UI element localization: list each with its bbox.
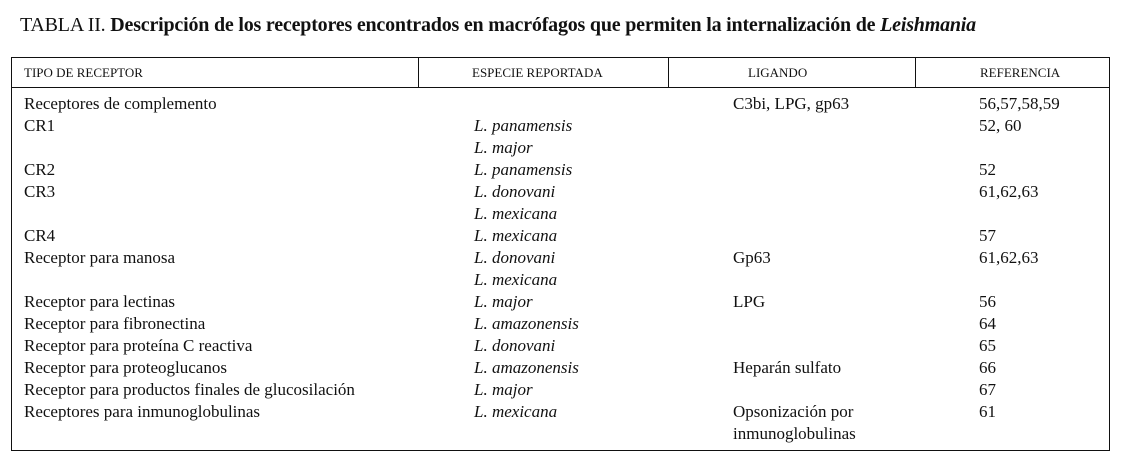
cell-ligand: Heparán sulfato: [733, 358, 842, 377]
cell-reference: 52: [979, 160, 996, 179]
header-divider: [668, 58, 669, 88]
table-number: TABLA II.: [20, 14, 106, 36]
receptor-table: [11, 57, 1110, 451]
cell-species: L. panamensis: [474, 116, 573, 135]
cell-receptor-type: CR2: [24, 160, 56, 179]
cell-reference: 64: [979, 314, 996, 333]
table-header-row: [12, 58, 1109, 88]
cell-reference: 56,57,58,59: [979, 94, 1060, 113]
cell-reference: 56: [979, 292, 996, 311]
cell-reference: 66: [979, 358, 996, 377]
table-description: Descripción de los receptores encontrados en macrófagos que permiten la internalización de: [110, 14, 876, 36]
cell-species: L. major: [474, 138, 533, 157]
cell-receptor-type: Receptor para proteoglucanos: [24, 358, 227, 377]
cell-reference: 61,62,63: [979, 182, 1039, 201]
cell-ligand: Gp63: [733, 248, 771, 267]
cell-species: L. panamensis: [474, 160, 573, 179]
cell-receptor-type: CR4: [24, 226, 56, 245]
cell-receptor-type: CR3: [24, 182, 56, 201]
cell-reference: 52, 60: [979, 116, 1022, 135]
cell-species: L. amazonensis: [474, 358, 579, 377]
cell-species: L. major: [474, 292, 533, 311]
cell-species: L. donovani: [474, 248, 556, 267]
cell-species: L. mexicana: [474, 226, 558, 245]
cell-receptor-type: Receptor para productos finales de glucosilación: [24, 380, 355, 399]
cell-reference: 61,62,63: [979, 248, 1039, 267]
table-caption: [20, 12, 1110, 38]
cell-species: L. amazonensis: [474, 314, 579, 333]
cell-ligand: C3bi, LPG, gp63: [733, 94, 850, 113]
cell-species: L. mexicana: [474, 270, 558, 289]
cell-reference: 61: [979, 402, 996, 421]
cell-species: L. donovani: [474, 182, 556, 201]
header-ligand: LIGANDO: [748, 65, 808, 80]
cell-receptor-type: Receptores de complemento: [24, 94, 217, 113]
cell-species: L. mexicana: [474, 402, 558, 421]
cell-ligand: LPG: [733, 292, 766, 311]
header-divider: [418, 58, 419, 88]
header-divider: [915, 58, 916, 88]
cell-receptor-type: Receptores para inmunoglobulinas: [24, 402, 261, 421]
cell-species: L. donovani: [474, 336, 556, 355]
cell-receptor-type: Receptor para fibronectina: [24, 314, 206, 333]
header-species: ESPECIE REPORTADA: [472, 65, 603, 80]
cell-reference: 67: [979, 380, 996, 399]
cell-ligand: Opsonización por: [733, 402, 854, 421]
cell-receptor-type: Receptor para manosa: [24, 248, 176, 267]
cell-receptor-type: Receptor para lectinas: [24, 292, 176, 311]
cell-receptor-type: Receptor para proteína C reactiva: [24, 336, 253, 355]
header-reference: REFERENCIA: [980, 65, 1061, 80]
table-genus: Leishmania: [880, 14, 976, 36]
cell-receptor-type: CR1: [24, 116, 56, 135]
header-receptor-type: TIPO DE RECEPTOR: [24, 65, 143, 80]
cell-species: L. major: [474, 380, 533, 399]
cell-ligand: inmunoglobulinas: [733, 424, 856, 443]
cell-species: L. mexicana: [474, 204, 558, 223]
cell-reference: 57: [979, 226, 996, 245]
cell-reference: 65: [979, 336, 996, 355]
